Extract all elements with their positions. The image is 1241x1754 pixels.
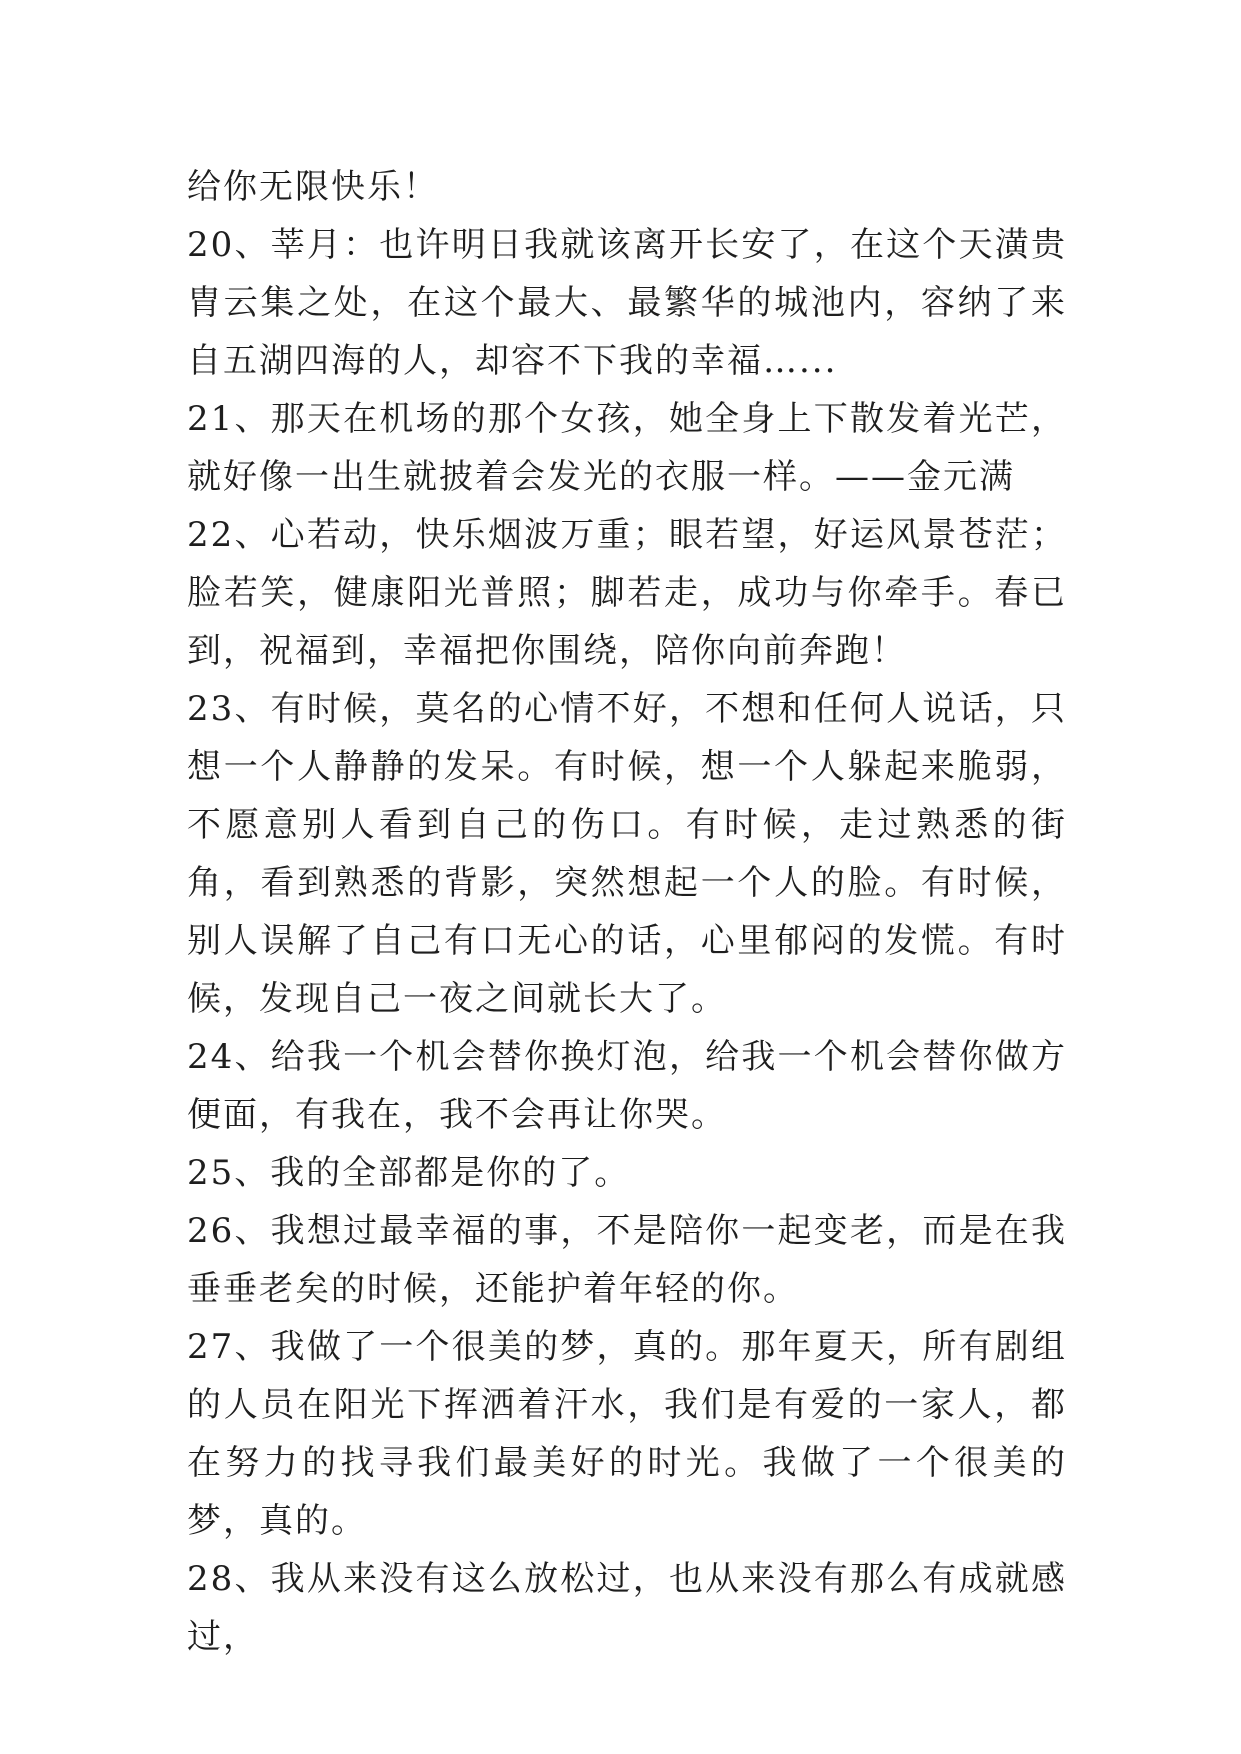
paragraph-item-26: 26、我想过最幸福的事，不是陪你一起变老，而是在我垂垂老矣的时候，还能护着年轻的你。 <box>187 1211 1067 1309</box>
paragraph-item-22: 22、心若动，快乐烟波万重；眼若望，好运风景苍茫；脸若笑，健康阳光普照；脚若走，成功与你牵手。春已到，祝福到，幸福把你围绕，陪你向前奔跑！ <box>187 515 1067 671</box>
paragraph-item-28: 28、我从来没有这么放松过，也从来没有那么有成就感过， <box>187 1559 1067 1657</box>
paragraph-continuation: 给你无限快乐！ <box>187 167 439 207</box>
paragraph-item-24: 24、给我一个机会替你换灯泡，给我一个机会替你做方便面，有我在，我不会再让你哭。 <box>187 1037 1067 1135</box>
paragraph-item-21: 21、那天在机场的那个女孩，她全身上下散发着光芒，就好像一出生就披着会发光的衣服一样。——金元满 <box>187 399 1067 497</box>
paragraph-item-25: 25、我的全部都是你的了。 <box>187 1153 631 1193</box>
document-body <box>187 158 1067 1666</box>
paragraph-item-20: 20、莘月：也许明日我就该离开长安了，在这个天潢贵胄云集之处，在这个最大、最繁华的城池内，容纳了来自五湖四海的人，却容不下我的幸福…... <box>187 225 1067 381</box>
paragraph-item-27: 27、我做了一个很美的梦，真的。那年夏天，所有剧组的人员在阳光下挥洒着汗水，我们是有爱的一家人，都在努力的找寻我们最美好的时光。我做了一个很美的梦，真的。 <box>187 1327 1067 1541</box>
paragraph-item-23: 23、有时候，莫名的心情不好，不想和任何人说话，只想一个人静静的发呆。有时候，想一个人躲起来脆弱，不愿意别人看到自己的伤口。有时候，走过熟悉的街角，看到熟悉的背影，突然想起一个人的脸。有时候，别人误解了自己有口无心的话，心里郁闷的发慌。有时候，发现自己一夜之间就长大了。 <box>187 689 1067 1019</box>
